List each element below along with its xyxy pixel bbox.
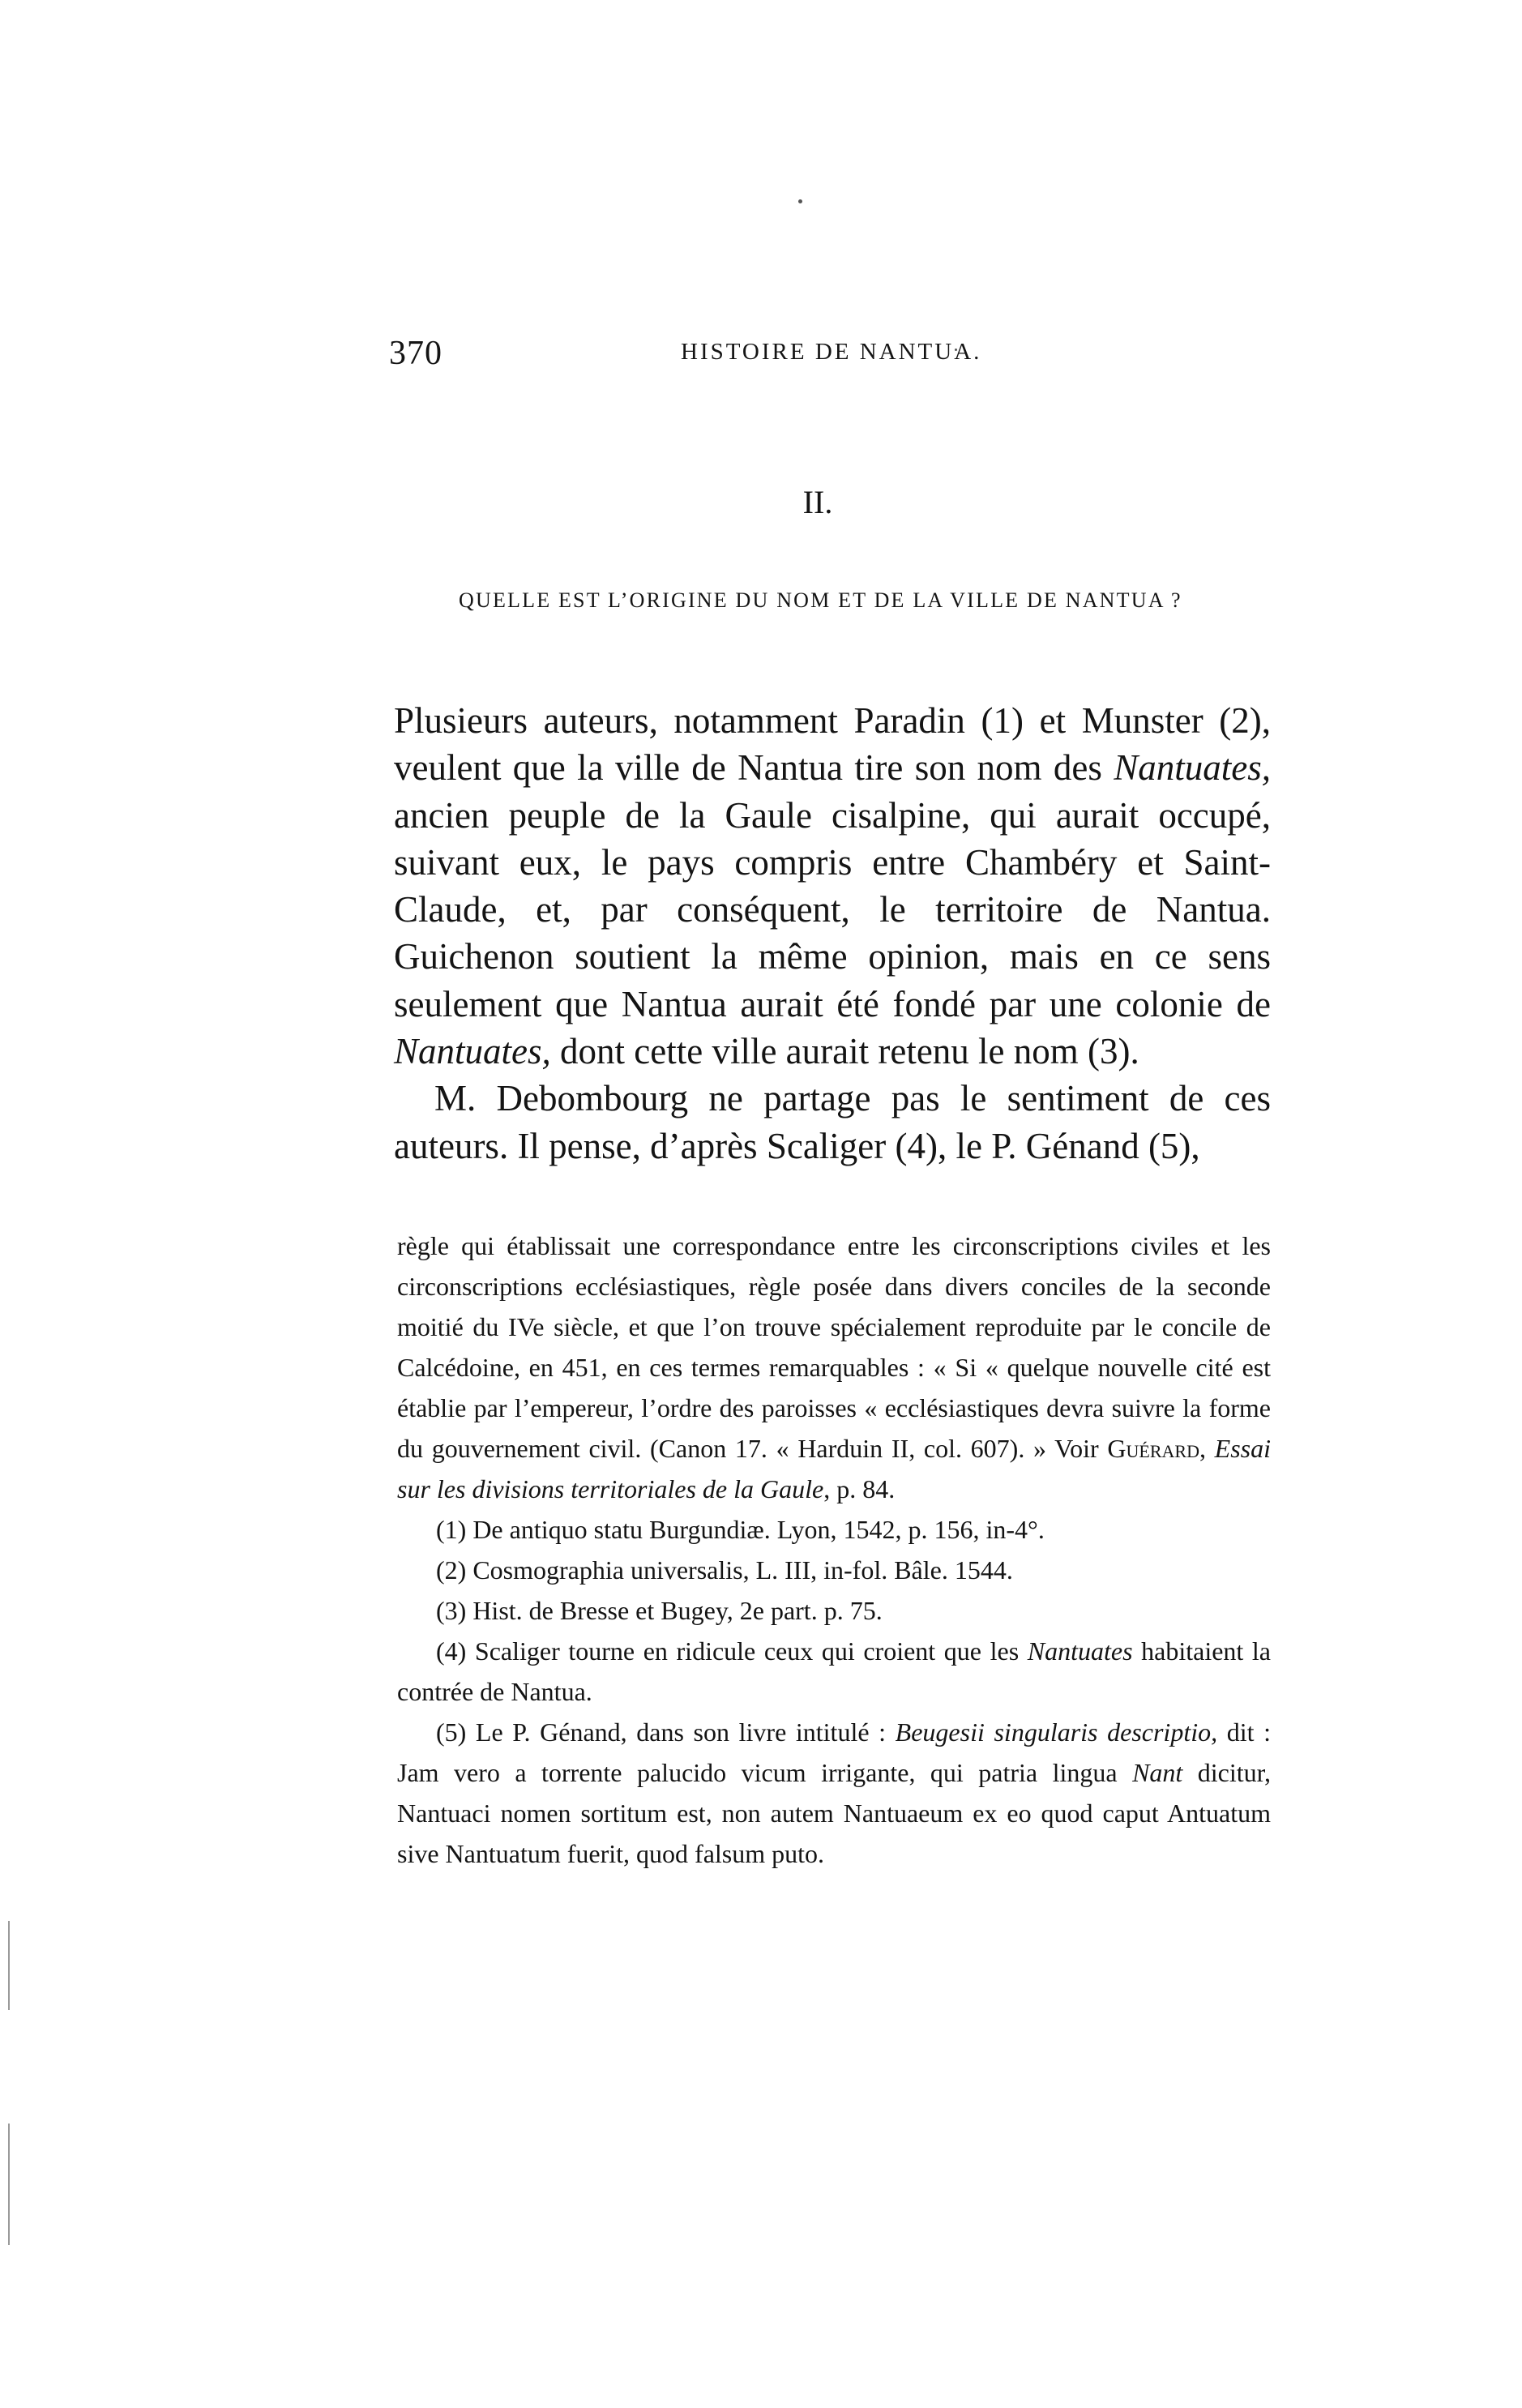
footnote-text: (5) Le P. Génand, dans son livre intitulé : (436, 1717, 896, 1747)
page-edge-mark (8, 1921, 10, 2010)
paragraph: M. Debombourg ne partage pas le sentiment de ces auteurs. Il pense, d’après Scaliger (4), le P. Génand (5), (394, 1078, 1271, 1166)
section-heading: QUELLE EST L’ORIGINE DU NOM ET DE LA VILLE DE NANTUA ? (459, 588, 1182, 612)
italic-term: Nantuates, (394, 1031, 551, 1072)
footnote-continuation (397, 1225, 1271, 1509)
paragraph-text: dont cette ville aurait retenu le nom (3). (550, 1031, 1139, 1072)
paragraph (394, 697, 1271, 1075)
footnote-3: (3) Hist. de Bresse et Bugey, 2e part. p. 75. (436, 1596, 883, 1625)
page-header (389, 334, 1280, 374)
footnote-text: , (1199, 1434, 1215, 1463)
cited-title: Essai sur les divisions territoriales de la Gaule (397, 1434, 1272, 1503)
footnote-4 (397, 1631, 1271, 1712)
footnote-text: règle qui établissait une correspondance entre les circonscriptions civiles et les circonscriptions ecclésiastiques, règle posée dans divers conciles de la seconde moitié du IVe siècle, et que l’on trouve spécialement reproduite par le concile de Calcédoine, en 451, en ces termes remarquables : « Si « quelque nouvelle cité est établie par l’empereur, l’ordre des paroisses « ecclésiastiques devra suivre la forme du gouvernement civil. (Canon 17. « Harduin II, col. 607). » Voir (397, 1231, 1271, 1463)
body-text (394, 697, 1271, 1170)
running-title: HISTOIRE DE NANTUA. (681, 339, 982, 365)
page-number: 370 (389, 335, 442, 372)
paragraph-text: Plusieurs auteurs, notamment Paradin (1) et Munster (2), veulent que la ville de Nantua tire son nom des (394, 700, 1271, 789)
footnote-2: (2) Cosmographia universalis, L. III, in-fol. Bâle. 1544. (436, 1555, 1013, 1585)
italic-term: Nantuates (1027, 1636, 1133, 1666)
footnote-text: , p. 84. (823, 1474, 896, 1503)
footnote-text: dit : Jam vero a torrente palucido vicum irrigante, qui patria lingua (397, 1717, 1272, 1787)
footnote-5 (397, 1712, 1271, 1874)
paragraph-text: ancien peuple de la Gaule cisalpine, qui aurait occupé, suivant eux, le pays compris entre Chambéry et Saint-Claude, et, par conséquent, le territoire de Nantua. Guichenon soutient la même opinion, mais en ce sens seulement que Nantua aurait été fondé par une colonie de (394, 794, 1271, 1024)
cited-author: Guérard (1107, 1434, 1199, 1463)
footnotes (397, 1225, 1271, 1874)
italic-term: Nantuates, (1114, 747, 1271, 789)
section-number: II. (802, 484, 833, 520)
footnote-1: (1) De antiquo statu Burgundiæ. Lyon, 1542, p. 156, in-4°. (436, 1515, 1045, 1544)
page-edge-mark (8, 2124, 10, 2245)
footnote-text: (4) Scaliger tourne en ridicule ceux qui croient que les (436, 1636, 1028, 1666)
ink-speck (798, 199, 802, 203)
cited-title: Beugesii singularis descriptio, (895, 1717, 1218, 1747)
footnote-text: habitaient la contrée de Nantua. (397, 1636, 1271, 1706)
italic-term: Nant (1132, 1758, 1183, 1787)
footnote-text: dicitur, Nantuaci nomen sortitum est, non autem Nantuaeum ex eo quod caput Antuatum sive Nantuatum fuerit, quod falsum puto. (397, 1758, 1272, 1868)
